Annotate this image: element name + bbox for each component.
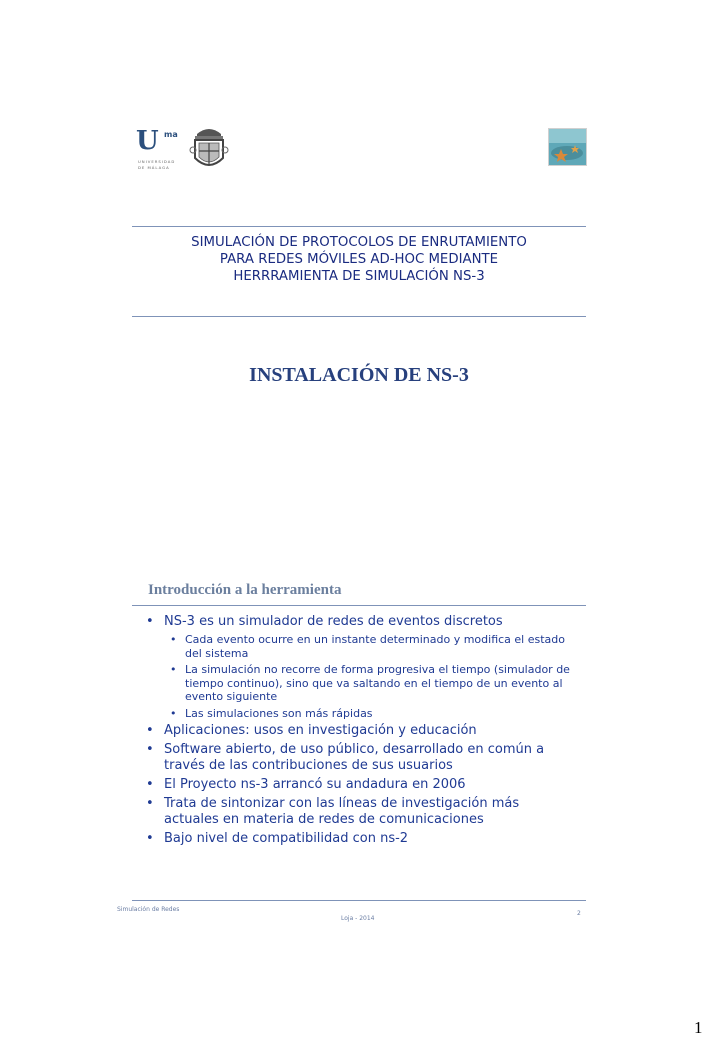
top-rule: [132, 226, 586, 227]
list-item: • Trata de sintonizar con las líneas de investigación más actuales en materia de redes de comunicaciones: [146, 796, 576, 828]
list-item: • Bajo nivel de compatibilidad con ns-2: [146, 831, 576, 847]
title-bottom-rule: [132, 316, 586, 317]
footer-left: Simulación de Redes: [117, 906, 180, 913]
list-item: • La simulación no recorre de forma progresiva el tiempo (simulador de tiempo continuo), sino que va saltando en el tiempo de un evento al evento siguiente: [146, 663, 576, 704]
list-item: • Aplicaciones: usos en investigación y educación: [146, 723, 576, 739]
document-title: [132, 234, 586, 285]
slide-number: 2: [577, 910, 581, 917]
logo-text: UNIVERSIDAD DE MÁLAGA: [138, 159, 176, 170]
footer-rule: [132, 900, 586, 901]
bullet-list: [146, 614, 576, 850]
list-item: • Cada evento ocurre en un instante determinado y modifica el estado del sistema: [146, 633, 576, 660]
section-title: INSTALACIÓN DE NS-3: [249, 364, 469, 386]
logo-mark: U: [136, 126, 159, 156]
heading-rule: [132, 605, 586, 606]
page-number: 1: [694, 1018, 703, 1037]
list-item: • NS-3 es un simulador de redes de eventos discretos: [146, 614, 576, 630]
list-item: • Las simulaciones son más rápidas: [146, 707, 576, 721]
title-line-1: SIMULACIÓN DE PROTOCOLOS DE ENRUTAMIENTO: [191, 235, 527, 250]
footer-center: Loja - 2014: [341, 915, 375, 922]
title-line-3: HERRRAMIENTA DE SIMULACIÓN NS-3: [233, 269, 485, 284]
slide-heading: Introducción a la herramienta: [148, 582, 342, 598]
starfish-photo: [548, 128, 587, 166]
university-logo: [136, 128, 180, 174]
logo-superscript: ma: [164, 130, 178, 139]
list-item: • El Proyecto ns-3 arrancó su andadura en 2006: [146, 777, 576, 793]
seal-icon: [189, 124, 229, 174]
list-item: • Software abierto, de uso público, desarrollado en común a través de las contribuciones de sus usuarios: [146, 742, 576, 774]
title-line-2: PARA REDES MÓVILES AD-HOC MEDIANTE: [219, 252, 499, 267]
